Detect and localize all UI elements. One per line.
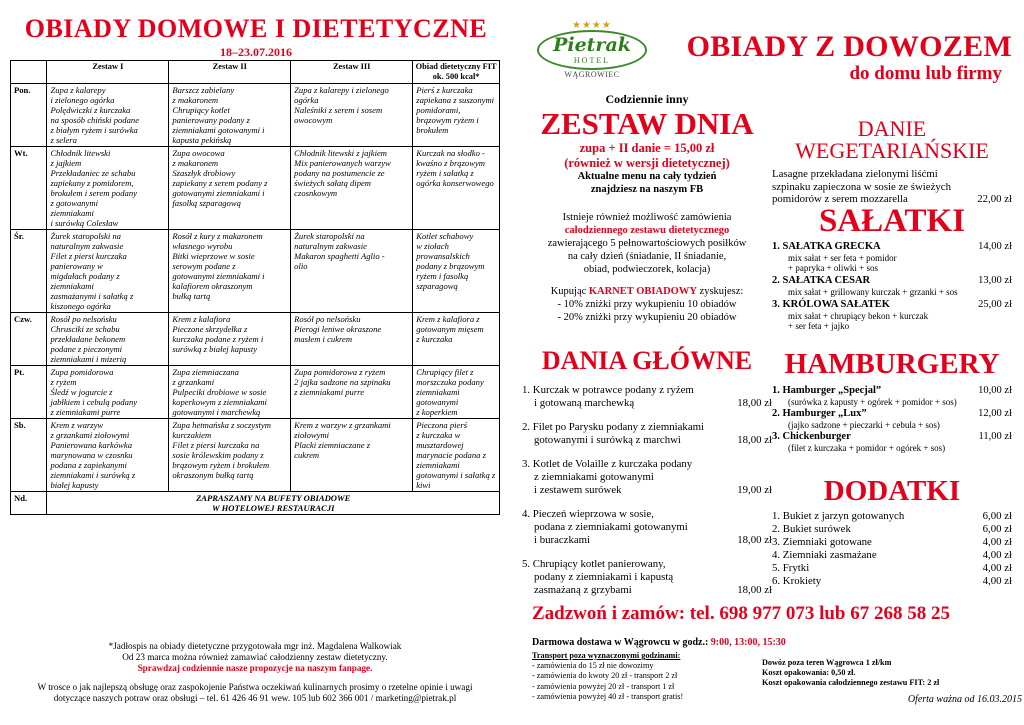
- transport-header: Transport poza wyznaczonymi godzinami:: [532, 651, 681, 660]
- free-delivery: [532, 637, 1012, 648]
- main-dish-price: 19,00 zł: [737, 484, 772, 496]
- hamburger-item: [772, 385, 1012, 407]
- menu-fit: Kotlet schabowy w ziołach prowansalskich podany z brązowym ryżem i fasolką szparagową: [413, 230, 500, 313]
- also-line-1: Istnieje również możliwość zamówienia: [562, 212, 732, 223]
- contact-line-1: W trosce o jak najlepszą obsługę oraz zaspokojenie Państwa oczekiwań kulinarnych prosimy o rzetelne opinie i uwagi: [37, 682, 473, 692]
- main-dish-line-3: i zestawem surówek: [534, 484, 622, 496]
- main-dish-item: [522, 458, 772, 497]
- salad-name: 2. SAŁATKA CESAR: [772, 275, 871, 286]
- hamburger-name: 1. Hamburger „Specjal”: [772, 385, 882, 396]
- salad-ingredients: mix sałat + ser feta + pomidor: [788, 253, 897, 263]
- vegetarian-desc-3: pomidorów z serem mozzarella: [772, 193, 908, 205]
- side-item: [772, 510, 1012, 523]
- hamburger-line: [772, 431, 1012, 443]
- transport-rule: - zamówienia powyżej 40 zł - transport gratis!: [532, 691, 684, 701]
- main-dish-item: [522, 384, 772, 410]
- main-dish-item: [522, 421, 772, 447]
- delivery-subtitle: do domu lub firmy: [849, 63, 1002, 84]
- menu-fit: Pierś z kurczaka zapiekana z suszonymi pomidorami, brązowym ryżem i brokułem: [413, 84, 500, 147]
- menu-zestaw-1: Zupa pomidorowa z ryżem Śledź w jogurcie z jabłkiem i cebulą podany z ziemniakami purre: [47, 366, 169, 419]
- hamburger-name: 2. Hamburger „Lux”: [772, 408, 867, 419]
- main-dish-line-2: z ziemniakami gotowanymi: [534, 471, 654, 483]
- side-price: 6,00 zł: [982, 510, 1012, 522]
- contact-note: [10, 682, 500, 704]
- menu-zestaw-3: Zupa z kalarepy i zielonego ogórka Naleśniki z serem i sosem owocowym: [291, 84, 413, 147]
- side-item: [772, 549, 1012, 562]
- side-name: 1. Bukiet z jarzyn gotowanych: [772, 510, 905, 522]
- karnet-discount-2: - 20% zniżki przy wykupieniu 20 obiadów: [557, 312, 737, 323]
- side-price: 6,00 zł: [982, 523, 1012, 535]
- table-row: [11, 313, 500, 366]
- vegetarian-title: [772, 118, 1012, 162]
- main-dish-price-line: [522, 534, 772, 547]
- salad-ingredients-2: + papryka + oliwki + sos: [788, 263, 878, 273]
- karnet-info: [522, 285, 772, 324]
- logo-name: Pietrak: [553, 34, 631, 56]
- salad-item: [772, 299, 1012, 331]
- menu-zestaw-3: Żurek staropolski na naturalnym zakwasie Makaron spaghetti Aglio - olio: [291, 230, 413, 313]
- salad-line: [772, 241, 1012, 253]
- side-name: 2. Bukiet surówek: [772, 523, 851, 535]
- menu-zestaw-3: Krem z warzyw z grzankami ziołowymi Placki ziemniaczane z cukrem: [291, 419, 413, 492]
- hotel-logo: [537, 20, 647, 82]
- also-line-2: całodziennego zestawu dietetycznego: [564, 225, 730, 236]
- menu-day: Pt.: [11, 366, 47, 419]
- side-item: [772, 575, 1012, 588]
- also-line-3: zawierającego 5 pełnowartościowych posiłków: [547, 238, 747, 249]
- call-to-order: Zadzwoń i zamów: tel. 698 977 073 lub 67 268 58 25: [532, 603, 950, 624]
- header-zestaw-1: Zestaw I: [47, 61, 169, 84]
- side-price: 4,00 zł: [982, 549, 1012, 561]
- right-page: [512, 0, 1024, 725]
- menu-zestaw-1: Rosół po nelsońsku Chrusciki ze schabu przekładane bekonem podane z pieczonymi ziemniakami i mizerią: [47, 313, 169, 366]
- hamburger-ingredients: (surówka z kapusty + ogórek + pomidor + sos): [788, 397, 957, 407]
- table-row: [11, 84, 500, 147]
- side-item: [772, 562, 1012, 575]
- side-name: 4. Ziemniaki zasmażane: [772, 549, 877, 561]
- salad-name: 1. SAŁATKA GRECKA: [772, 241, 881, 252]
- logo-city: WĄGROWIEC: [564, 70, 620, 79]
- also-line-4: na cały dzień (śniadanie, II śniadanie,: [567, 251, 727, 262]
- side-name: 5. Frytki: [772, 562, 810, 574]
- main-dish-price-line: [522, 397, 772, 410]
- menu-zestaw-1: Chłodnik litewski z jajkiem Przekładaniec ze schabu zapiekany z pomidorem, brokułem i serem podany z gotowanymi ziemniakami i surówką Colesław: [47, 147, 169, 230]
- main-dish-line-2: i gotowaną marchewką: [534, 397, 635, 409]
- hamburger-item: [772, 431, 1012, 453]
- hamburger-price: 12,00 zł: [978, 408, 1012, 419]
- menu-zestaw-3: Rosół po nelsońsku Pierogi leniwe okraszone masłem i cukrem: [291, 313, 413, 366]
- menu-day: Czw.: [11, 313, 47, 366]
- menu-zestaw-2: Zupa owocowa z makaronem Szaszłyk drobiowy zapiekany z serem podany z gotowanymi ziemniakami i fasolką szparagową: [169, 147, 291, 230]
- side-price: 4,00 zł: [982, 575, 1012, 587]
- hamburgers-title: HAMBURGERY: [784, 348, 1000, 380]
- outside-delivery-info: [762, 658, 1022, 689]
- table-row: [11, 366, 500, 419]
- main-dish-line-1: 2. Filet po Parysku podany z ziemniakami: [522, 421, 705, 433]
- zestaw-dnia-title: ZESTAW DNIA: [540, 106, 754, 141]
- vegetarian-price: 22,00 zł: [977, 193, 1012, 205]
- header-zestaw-3: Zestaw III: [291, 61, 413, 84]
- weekly-menu-table: [10, 60, 500, 515]
- menu-fb-line-1: Aktualne menu na cały tydzień: [577, 171, 717, 182]
- table-row: [11, 419, 500, 492]
- menu-title: OBIADY DOMOWE I DIETETYCZNE: [24, 14, 488, 43]
- transport-rule: - zamówienia do kwoty 20 zł - transport 2 zł: [532, 671, 678, 681]
- header-day: [11, 61, 47, 84]
- zestaw-diet: (również w wersji dietetycznej): [564, 156, 730, 170]
- sides-title: DODATKI: [823, 475, 961, 507]
- menu-zestaw-2: Barszcz zabielany z makaronem Chrupiący kotlet panierowany podany z ziemniakami gotowanymi i kapusta pekińską: [169, 84, 291, 147]
- main-dish-price: 18,00 zł: [737, 534, 772, 546]
- salad-ingredients: mix sałat + chrupiący bekon + kurczak: [788, 311, 929, 321]
- main-dish-price-line: [522, 584, 772, 597]
- salad-name: 3. KRÓLOWA SAŁATEK: [772, 299, 890, 310]
- main-dish-line-2: gotowanymi i surówką z marchwi: [534, 434, 681, 446]
- hamburger-ingredients: (jajko sadzone + pieczarki + cebula + sos): [788, 420, 940, 430]
- menu-zestaw-3: Zupa pomidorowa z ryżem 2 jajka sadzone na szpinaku z ziemniakami purre: [291, 366, 413, 419]
- menu-date: 18–23.07.2016: [220, 45, 292, 59]
- main-dish-line-1: 1. Kurczak w potrawce podany z ryżem: [522, 384, 694, 396]
- hamburger-item: [772, 408, 1012, 430]
- vegetarian-dish: [772, 168, 1012, 206]
- side-name: 3. Ziemniaki gotowane: [772, 536, 872, 548]
- diet-note: [10, 641, 500, 674]
- footer-day: Nd.: [11, 492, 47, 515]
- main-dish-price: 18,00 zł: [737, 434, 772, 446]
- transport-info: [532, 651, 752, 702]
- transport-rule: - zamówienia do 15 zł nie dowozimy: [532, 661, 654, 671]
- menu-zestaw-2: Zupa hetmańska z soczystym kurczakiem Filet z piersi kurczaka na sosie królewskim podany z brązowym ryżem i brokułem okraszonym bułką tartą: [169, 419, 291, 492]
- note-line-3: Sprawdzaj codziennie nasze propozycje na naszym fanpage.: [137, 663, 373, 673]
- menu-fit: Krem z kalafiora z gotowanym mięsem z kurczaka: [413, 313, 500, 366]
- salad-line: [772, 275, 1012, 287]
- side-price: 4,00 zł: [982, 536, 1012, 548]
- salad-price: 25,00 zł: [978, 299, 1012, 310]
- side-name: 6. Krokiety: [772, 575, 822, 587]
- salad-ingredients-2: + ser feta + jajko: [788, 321, 850, 331]
- menu-day: Sb.: [11, 419, 47, 492]
- salad-item: [772, 241, 1012, 273]
- delivery-hours: 9:00, 13:00, 15:30: [710, 637, 786, 648]
- logo-stars-icon: ★★★★: [572, 20, 612, 31]
- sides-list: [772, 510, 1012, 588]
- vegetarian-title-1: DANIE: [857, 116, 927, 141]
- salad-price: 13,00 zł: [978, 275, 1012, 286]
- outside-rule: Koszt opakowania: 0,50 zł.: [762, 668, 856, 678]
- menu-fb-line-2: znajdziesz na naszym FB: [590, 184, 704, 195]
- main-dish-price: 18,00 zł: [737, 397, 772, 409]
- contact-line-2: dotyczące naszych potraw oraz obsługi – tel. 61 426 46 91 wew. 105 lub 602 366 001 / marketing@pietrak.pl: [53, 693, 457, 703]
- main-dishes-list: [522, 384, 772, 608]
- zestaw-price: zupa + II danie = 15,00 zł: [579, 141, 715, 155]
- side-item: [772, 523, 1012, 536]
- header-zestaw-2: Zestaw II: [169, 61, 291, 84]
- also-line-5: obiad, podwieczorek, kolacja): [583, 264, 711, 275]
- main-dishes-title: DANIA GŁÓWNE: [541, 346, 753, 375]
- salads-list: [772, 241, 1012, 333]
- vegetarian-desc-2: szpinaku zapieczona w sosie ze świeżych: [772, 180, 951, 193]
- hamburger-name: 3. Chickenburger: [772, 431, 851, 442]
- vegetarian-desc-1: Lasagne przekładana zielonymi liśćmi: [772, 168, 938, 180]
- side-item: [772, 536, 1012, 549]
- main-dish-line-1: 4. Pieczeń wieprzowa w sosie,: [522, 508, 654, 520]
- main-dish-line-2: podany z ziemniakami i kapustą: [534, 571, 674, 583]
- menu-zestaw-1: Żurek staropolski na naturalnym zakwasie Filet z piersi kurczaka panierowany w migdałach podany z ziemniakami zasmażanymi i sałatką z kiszonego ogórka: [47, 230, 169, 313]
- main-dish-price-line: [522, 434, 772, 447]
- menu-zestaw-2: Krem z kalafiora Pieczone skrzydełka z kurczaka podane z ryżem i surówką z białej kapusty: [169, 313, 291, 366]
- outside-rule: Koszt opakowania całodziennego zestawu FIT: 2 zł: [762, 678, 940, 688]
- main-dish-price: 18,00 zł: [737, 584, 772, 596]
- hamburger-line: [772, 385, 1012, 397]
- header-fit: Obiad dietetyczny FIT ok. 500 kcal*: [413, 61, 500, 84]
- vegetarian-title-2: WEGETARIAŃSKIE: [795, 138, 989, 163]
- menu-day: Wt.: [11, 147, 47, 230]
- menu-zestaw-3: Chłodnik litewski z jajkiem Mix panierowanych warzyw podany na postumencie ze świeżych sałatą dipem czosnkowym: [291, 147, 413, 230]
- main-dish-line-1: 3. Kotlet de Volaille z kurczaka podany: [522, 458, 693, 470]
- main-dish-line-1: 5. Chrupiący kotlet panierowany,: [522, 558, 666, 570]
- table-footer-row: [11, 492, 500, 515]
- salad-line: [772, 299, 1012, 311]
- main-dish-line-2: podana z ziemniakami gotowanymi: [534, 521, 688, 533]
- menu-zestaw-2: Zupa ziemniaczana z grzankami Pulpeciki drobiowe w sosie koperkowym z ziemniakami gotowanymi i marchewką: [169, 366, 291, 419]
- main-dish-item: [522, 508, 772, 547]
- salads-title: SAŁATKI: [818, 203, 966, 239]
- menu-fit: Chrupiący filet z morszczuka podany ziemniakami gotowanymi z koperkiem: [413, 366, 500, 419]
- delivery-label: Darmowa dostawa w Wągrowcu w godz.:: [532, 637, 711, 648]
- hamburgers-list: [772, 385, 1012, 454]
- logo-hotel: HOTEL: [573, 56, 611, 65]
- side-price: 4,00 zł: [982, 562, 1012, 574]
- menu-fit: Kurczak na słodko - kwaśno z brązowym ryżem i sałatką z ogórka konserwowego: [413, 147, 500, 230]
- karnet-pre: Kupując: [550, 286, 589, 297]
- salad-price: 14,00 zł: [978, 241, 1012, 252]
- main-dish-line-3: zasmażaną z grzybami: [534, 584, 632, 596]
- footer-text: ZAPRASZAMY NA BUFETY OBIADOWE W HOTELOWEJ RESTAURACJI: [47, 492, 500, 515]
- salad-ingredients: mix sałat + grillowany kurczak + grzanki + sos: [788, 287, 958, 297]
- note-line-2: Od 23 marca można również zamawiać całodzienny zestaw dietetyczny.: [122, 652, 388, 662]
- karnet-line: [522, 285, 772, 298]
- table-row: [11, 230, 500, 313]
- outside-rule: Dowóz poza teren Wągrowca 1 zł/km: [762, 658, 892, 667]
- menu-day: Pon.: [11, 84, 47, 147]
- daily-label: Codziennie inny: [605, 92, 689, 106]
- karnet-name: KARNET OBIADOWY: [588, 286, 697, 297]
- main-dish-item: [522, 558, 772, 597]
- karnet-discount-1: - 10% zniżki przy wykupieniu 10 obiadów: [557, 299, 737, 310]
- menu-zestaw-1: Zupa z kalarepy i zielonego ogórka Polędwiczki z kurczaka na sposób chiński podane z białym ryżem i surówka z selera: [47, 84, 169, 147]
- offer-valid: Oferta ważna od 16.03.2015: [907, 694, 1022, 705]
- note-line-1: *Jadłospis na obiady dietetyczne przygotowała mgr inż. Magdalena Walkowiak: [108, 641, 402, 651]
- full-day-diet-info: [522, 211, 772, 276]
- hamburger-price: 10,00 zł: [978, 385, 1012, 396]
- salad-item: [772, 275, 1012, 297]
- table-row: [11, 147, 500, 230]
- transport-rule: - zamówienia powyżej 20 zł - transport 1 zł: [532, 681, 675, 691]
- hamburger-line: [772, 408, 1012, 420]
- hamburger-price: 11,00 zł: [978, 431, 1012, 442]
- menu-fit: Pieczona pierś z kurczaka w musztardowej marynacie podana z ziemniakami gotowanymi i sałatką z kiwi: [413, 419, 500, 492]
- table-header-row: [11, 61, 500, 84]
- main-dish-line-3: i buraczkami: [534, 534, 591, 546]
- menu-zestaw-1: Krem z warzyw z grzankami ziołowymi Panierowana karkówka marynowana w czosnku podana z zapiekanymi ziemniakami i surówką z białej kapusty: [47, 419, 169, 492]
- main-dish-price-line: [522, 484, 772, 497]
- delivery-title: OBIADY Z DOWOZEM: [686, 30, 1012, 63]
- karnet-post: zyskujesz:: [696, 286, 744, 297]
- hamburger-ingredients: (filet z kurczaka + pomidor + ogórek + sos): [788, 443, 946, 453]
- menu-day: Śr.: [11, 230, 47, 313]
- menu-zestaw-2: Rosół z kury z makaronem własnego wyrobu Bitki wieprzowe w sosie serowym podane z gotowanymi ziemniakami i kalafiorem okraszonym bułką tartą: [169, 230, 291, 313]
